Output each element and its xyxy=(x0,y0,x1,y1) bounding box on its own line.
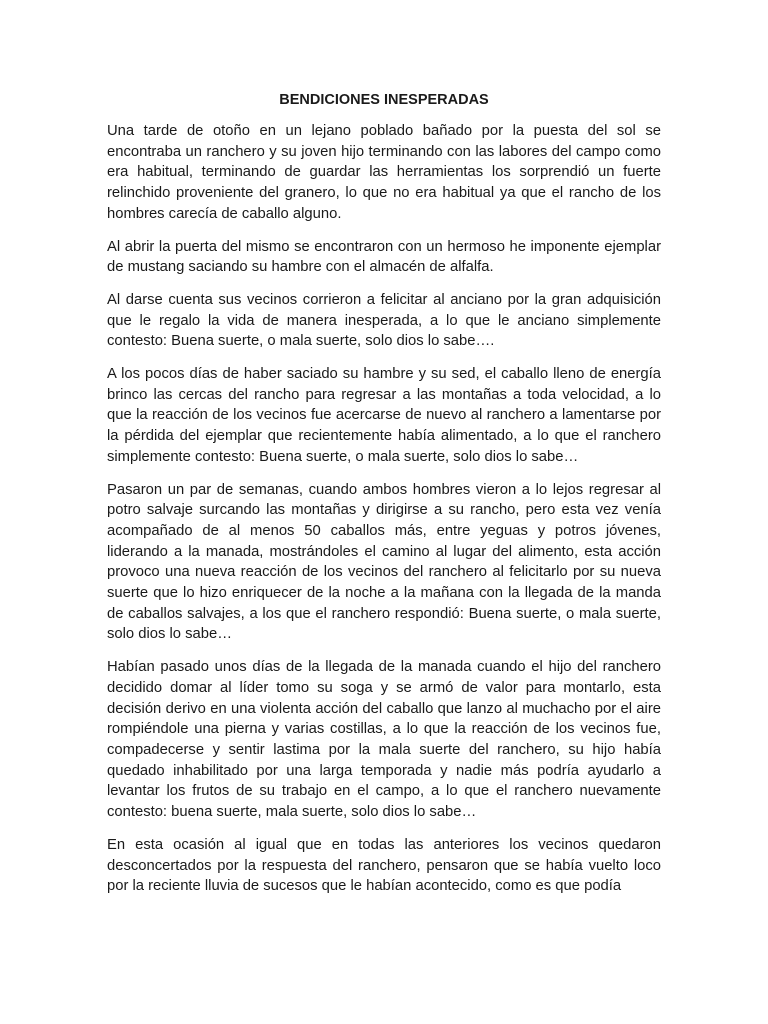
paragraph-6: Habían pasado unos días de la llegada de la manada cuando el hijo del ranchero decidido domar al líder tomo su soga y se armó de valor para montarlo, esta decisión derivo en una violenta acción del caballo que lanzo al muchacho por el aire rompiéndole una pierna y varias costillas, a lo que la reacción de los vecinos fue, compadecerse y sentir lastima por la mala suerte del ranchero, su hijo había quedado inhabilitado por una larga temporada y nadie más podría ayudarlo a levantar los frutos de su trabajo en el campo, a lo que el ranchero nuevamente contesto: buena suerte, mala suerte, solo dios lo sabe… xyxy=(107,659,661,821)
paragraph-1: Una tarde de otoño en un lejano poblado bañado por la puesta del sol se encontraba un ranchero y su joven hijo terminando con las labores del campo como era habitual, terminando de guardar las herramientas los sorprendió un fuerte relinchido proveniente del granero, lo que no era habitual ya que el rancho de los hombres carecía de caballo alguno. xyxy=(107,123,661,222)
paragraph-4: A los pocos días de haber saciado su hambre y su sed, el caballo lleno de energía brinco las cercas del rancho para regresar a las montañas a toda velocidad, a lo que la reacción de los vecinos fue acercarse de nuevo al ranchero a lamentarse por la pérdida del ejemplar que recientemente había alimentado, a lo que el ranchero simplemente contesto: Buena suerte, o mala suerte, solo dios lo sabe… xyxy=(107,366,661,465)
document-title: BENDICIONES INESPERADAS xyxy=(279,92,489,108)
paragraph-5: Pasaron un par de semanas, cuando ambos hombres vieron a lo lejos regresar al potro salvaje surcando las montañas y dirigirse a su rancho, pero esta vez venía acompañado de al menos 50 caballos más, entre yeguas y potros jóvenes, liderando a la manada, mostrándoles el camino al lugar del alimento, esta acción provoco una nueva reacción de los vecinos del ranchero al felicitarlo por su nueva suerte que lo hizo enriquecer de la noche a la mañana con la llegada de la manda de caballos salvajes, a los que el ranchero respondió: Buena suerte, o mala suerte, solo dios lo sabe… xyxy=(107,481,661,643)
paragraph-7: En esta ocasión al igual que en todas las anteriores los vecinos quedaron desconcertados por la respuesta del ranchero, pensaron que se había vuelto loco por la reciente lluvia de sucesos que le habían acontecido, como es que podía xyxy=(107,836,661,895)
paragraph-3: Al darse cuenta sus vecinos corrieron a felicitar al anciano por la gran adquisición que le regalo la vida de manera inesperada, a lo que le anciano simplemente contesto: Buena suerte, o mala suerte, solo dios lo sabe…. xyxy=(107,291,661,350)
paragraph-2: Al abrir la puerta del mismo se encontraron con un hermoso he imponente ejemplar de mustang saciando su hambre con el almacén de alfalfa. xyxy=(107,238,661,276)
